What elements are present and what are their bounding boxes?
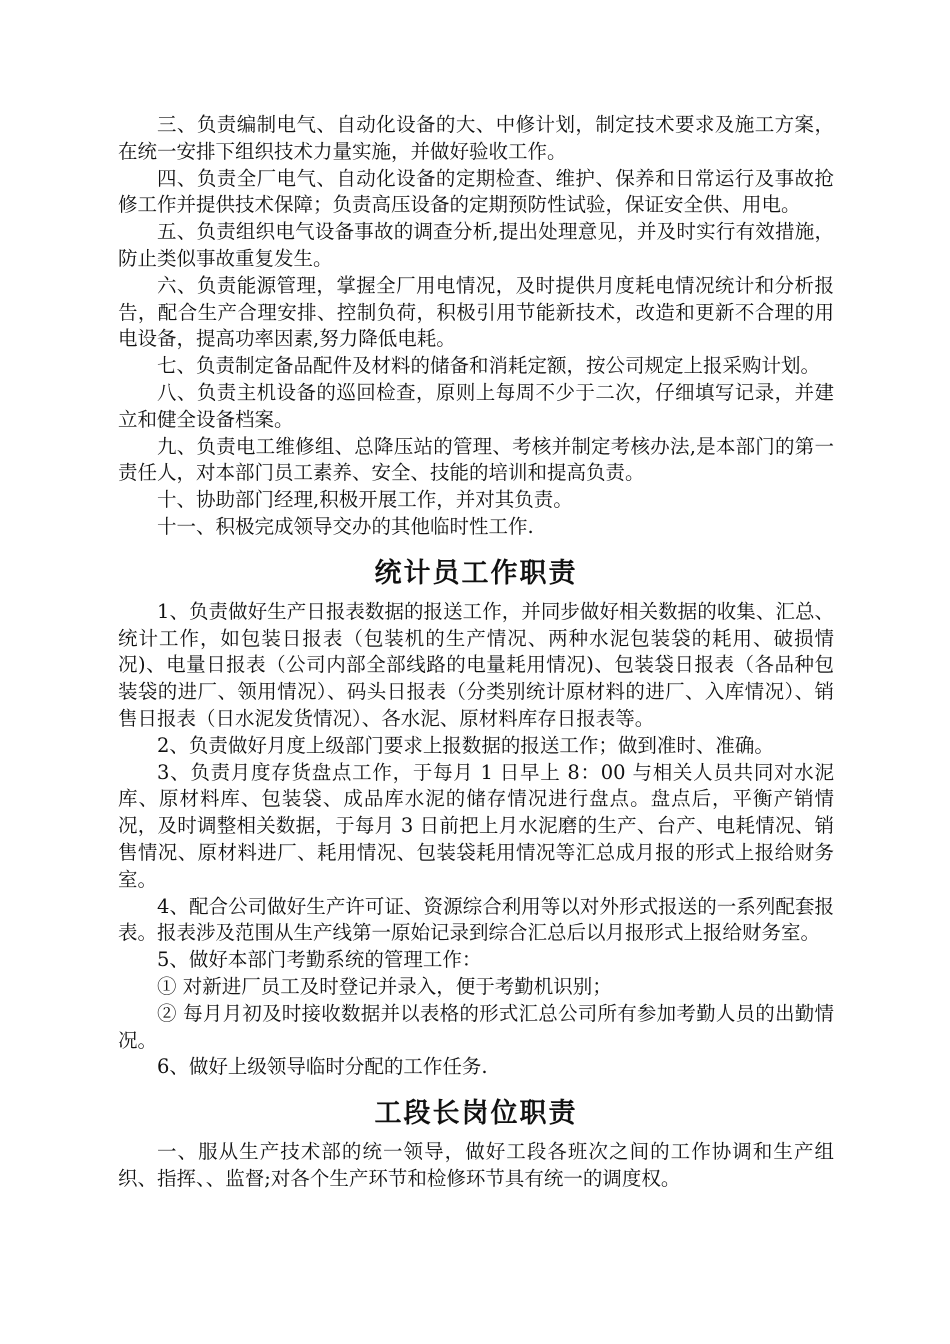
duty-paragraph: 九、负责电工维修组、总降压站的管理、考核并制定考核办法,是本部门的第一责任人，对本部门员工素养、安全、技能的培训和提高负责。 <box>118 434 834 485</box>
duty-paragraph: 十、协助部门经理,积极开展工作，并对其负责。 <box>157 488 573 512</box>
section-section-leader-duties <box>118 1139 834 1193</box>
section-statistician-duties <box>118 599 834 1081</box>
duty-subitem: ② 每月月初及时接收数据并以表格的形式汇总公司所有参加考勤人员的出勤情况。 <box>118 1001 834 1052</box>
duty-paragraph: 6、做好上级领导临时分配的工作任务. <box>157 1055 488 1079</box>
duty-paragraph: 七、负责制定备品配件及材料的储备和消耗定额，按公司规定上报采购计划。 <box>157 354 821 378</box>
duty-paragraph: 5、做好本部门考勤系统的管理工作： <box>157 948 482 972</box>
duty-paragraph: 1、负责做好生产日报表数据的报送工作，并同步做好相关数据的收集、汇总、统计工作，如包装日报表（包装机的生产情况、两种水泥包装袋的耗用、破损情况)、电量日报表（公司内部全部线路的电量耗用情况)、包装袋日报表（各品种包装袋的进厂、领用情况）、码头日报表（分类别统计原材料的进厂、入库情况）、销售日报表（日水泥发货情况）、各水泥、原材料库存日报表等。 <box>118 599 834 730</box>
duty-paragraph: 五、负责组织电气设备事故的调查分析,提出处理意见，并及时实行有效措施，防止类似事故重复发生。 <box>118 220 834 270</box>
duty-paragraph: 六、负责能源管理，掌握全厂用电情况，及时提供月度耗电情况统计和分析报告，配合生产合理安排、控制负荷，积极引用节能新技术，改造和更新不合理的用电设备，提高功率因素,努力降低电耗。 <box>118 273 834 351</box>
section-title-statistician: 统计员工作职责 <box>374 557 578 589</box>
duty-paragraph: 四、负责全厂电气、自动化设备的定期检查、维护、保养和日常运行及事故抢修工作并提供技术保障；负责高压设备的定期预防性试验，保证安全供、用电。 <box>118 166 834 217</box>
duty-paragraph: 4、配合公司做好生产许可证、资源综合利用等以对外形式报送的一系列配套报表。报表涉及范围从生产线第一原始记录到综合汇总后以月报形式上报给财务室。 <box>118 894 834 945</box>
duty-paragraph: 一、服从生产技术部的统一领导，做好工段各班次之间的工作协调和生产组织、指挥、、监督;对各个生产环节和检修环节具有统一的调度权。 <box>118 1140 834 1190</box>
duty-paragraph: 十一、积极完成领导交办的其他临时性工作. <box>157 514 534 538</box>
duty-paragraph: 八、负责主机设备的巡回检查，原则上每周不少于二次，仔细填写记录，并建立和健全设备档案。 <box>118 380 834 431</box>
duty-paragraph: 三、负责编制电气、自动化设备的大、中修计划，制定技术要求及施工方案，在统一安排下组织技术力量实施，并做好验收工作。 <box>118 113 834 163</box>
duty-paragraph: 2、负责做好月度上级部门要求上报数据的报送工作；做到准时、准确。 <box>157 733 774 757</box>
duty-subitem: ① 对新进厂员工及时登记并录入，便于考勤机识别； <box>157 974 612 998</box>
document-page <box>118 112 834 1193</box>
section-title-section-leader: 工段长岗位职责 <box>374 1098 578 1130</box>
duty-paragraph: 3、负责月度存货盘点工作，于每月 1 日早上 8：00 与相关人员共同对水泥库、原材料库、包装袋、成品库水泥的储存情况进行盘点。盘点后，平衡产销情况，及时调整相关数据，于每月 3 日前把上月水泥磨的生产、台产、电耗情况、销售情况、原材料进厂、耗用情况、包装袋耗用情况等汇总成月报的形式上报给财务室。 <box>118 760 834 891</box>
section-electrical-duties <box>118 112 834 541</box>
